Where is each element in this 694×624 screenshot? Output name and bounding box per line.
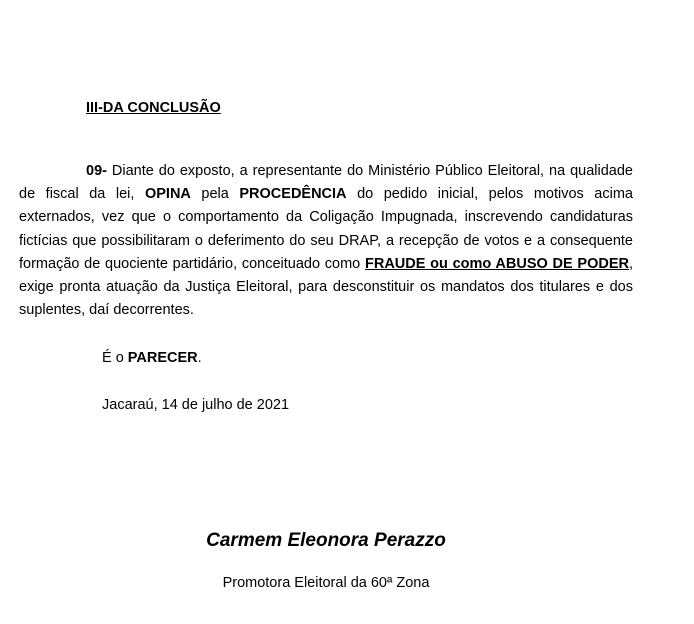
section-heading: III-DA CONCLUSÃO (86, 100, 221, 116)
parecer-line (102, 350, 202, 366)
fraude-keyword: FRAUDE ou como ABUSO DE PODER (364, 255, 629, 272)
parecer-suffix: . (197, 350, 202, 366)
parecer-prefix: É o (102, 350, 128, 366)
paragraph-text-1: Diante do exposto, a representante do Ministério Público Eleitoral, na qualidade de fiscal da lei, (19, 163, 633, 203)
conclusion-paragraph (19, 160, 633, 322)
date-line: Jacaraú, 14 de julho de 2021 (102, 397, 290, 413)
parecer-keyword: PARECER (127, 350, 198, 366)
opina-keyword: OPINA (144, 186, 191, 203)
signature-role: Promotora Eleitoral da 60ª Zona (222, 575, 430, 591)
paragraph-text-4: , exige pronta atuação da Justiça Eleitoral, para desconstituir os mandatos dos titulares e dos suplentes, daí decorrentes. (19, 255, 634, 319)
signature-name: Carmem Eleonora Perazzo (206, 530, 446, 551)
paragraph-text-3: do pedido inicial, pelos motivos acima externados, vez que o comportamento da Coligação Impugnada, inscrevendo candidaturas fictícias que possibilitaram o deferimento do seu DRAP, a recepção de votos e a consequente formação de quociente partidário, conceituado como (19, 186, 633, 272)
paragraph-number: 09- (86, 163, 107, 179)
procedencia-keyword: PROCEDÊNCIA (239, 186, 347, 203)
paragraph-text-2: pela (190, 186, 240, 203)
